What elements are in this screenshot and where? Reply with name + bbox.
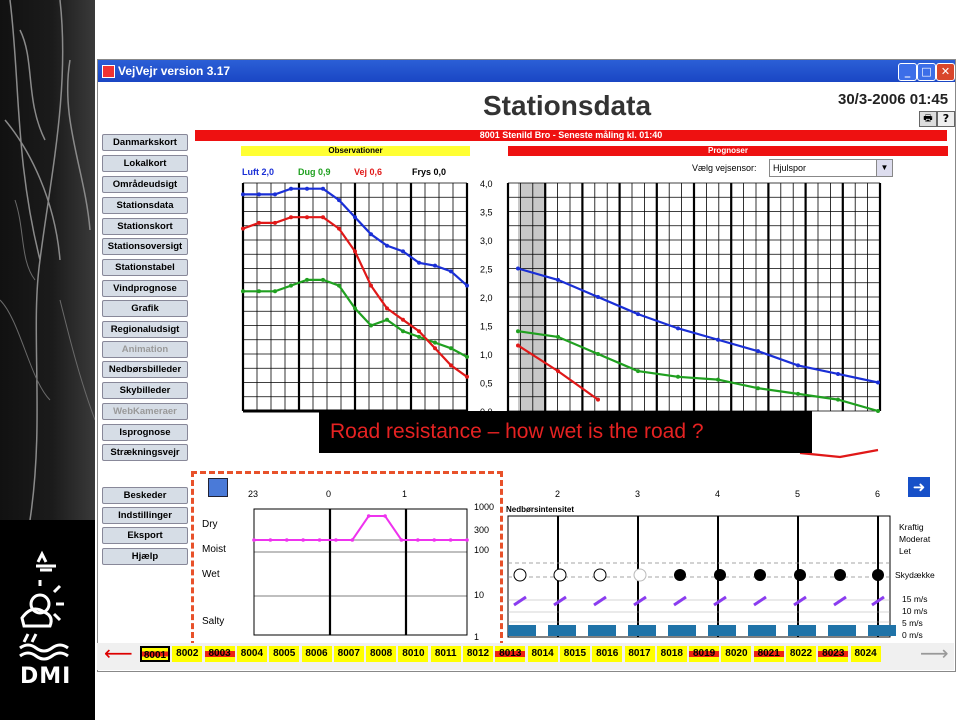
- station-button-8008[interactable]: 8008: [366, 646, 396, 662]
- obs-luft-point: [305, 187, 309, 191]
- maximize-button[interactable]: □: [917, 63, 936, 81]
- fc-dug-point: [516, 329, 520, 333]
- precip-ytick: 1000: [474, 502, 495, 512]
- y-tick-label: 3,5: [480, 207, 493, 218]
- obs-luft-point: [417, 261, 421, 265]
- forecast-hour-label: 2: [555, 489, 561, 499]
- station-button-8020[interactable]: 8020: [721, 646, 751, 662]
- fc-luft-point: [796, 363, 800, 367]
- prev-station-arrow-icon[interactable]: ⟵: [104, 641, 133, 665]
- station-button-8005[interactable]: 8005: [269, 646, 299, 662]
- cloud-symbol: [834, 569, 846, 581]
- precip-bar: [788, 625, 816, 636]
- fc-dug-point: [676, 375, 680, 379]
- station-button-8021[interactable]: 8021: [754, 646, 784, 662]
- y-tick-label: 0,5: [480, 378, 493, 389]
- nav-hjaelp[interactable]: Hjælp: [102, 548, 188, 565]
- obs-luft-point: [273, 192, 277, 196]
- fc-dug-point: [796, 392, 800, 396]
- precip-bar: [548, 625, 576, 636]
- station-button-8022[interactable]: 8022: [786, 646, 816, 662]
- road-state-label: Wet: [202, 569, 220, 580]
- obs-luft-point: [337, 198, 341, 202]
- y-tick-label: 3,0: [480, 236, 493, 246]
- station-button-8011[interactable]: 8011: [431, 646, 461, 662]
- road-state-label: Moist: [202, 544, 226, 555]
- obs-luft-point: [401, 249, 405, 253]
- precip-ytick: 1: [474, 632, 480, 642]
- forecast-hour-label: 5: [795, 489, 801, 499]
- obs-dug-point: [353, 306, 357, 310]
- station-button-8002[interactable]: 8002: [172, 646, 202, 662]
- intensity-label: Kraftig: [899, 522, 924, 532]
- obs-dug-point: [257, 289, 261, 293]
- obs-dug-point: [465, 355, 469, 359]
- station-button-8004[interactable]: 8004: [237, 646, 267, 662]
- nav-isprognose[interactable]: Isprognose: [102, 424, 188, 441]
- obs-dug-point: [449, 346, 453, 350]
- nav-omraadeudsigt[interactable]: Områdeudsigt: [102, 176, 188, 193]
- intensity-label: Let: [899, 546, 911, 556]
- obs-hour-label: 1: [402, 489, 408, 499]
- nav-beskeder[interactable]: Beskeder: [102, 487, 188, 504]
- obs-vej-point: [433, 346, 437, 350]
- obs-luft-point: [449, 269, 453, 273]
- precip-bar: [588, 625, 616, 636]
- station-button-8014[interactable]: 8014: [528, 646, 558, 662]
- obs-vej-point: [273, 221, 277, 225]
- obs-dug-point: [433, 341, 437, 345]
- station-button-8007[interactable]: 8007: [334, 646, 364, 662]
- station-button-8003[interactable]: 8003: [205, 646, 235, 662]
- precip-bar: [628, 625, 656, 636]
- highlight-frame: [191, 471, 503, 647]
- obs-vej-point: [305, 215, 309, 219]
- nav-straekningsvejr[interactable]: Strækningsvejr: [102, 444, 188, 461]
- forecast-hour-label: 3: [635, 489, 641, 499]
- station-button-8012[interactable]: 8012: [463, 646, 493, 662]
- station-button-8010[interactable]: 8010: [398, 646, 428, 662]
- help-icon[interactable]: ?: [937, 111, 955, 127]
- legend-luft: Luft 2,0: [242, 167, 275, 177]
- station-button-8001[interactable]: 8001: [140, 646, 170, 662]
- wind-label: 5 m/s: [902, 618, 923, 628]
- precip-ytick: 300: [474, 525, 490, 535]
- cloud-symbol: [554, 569, 566, 581]
- obs-vej-point: [289, 215, 293, 219]
- fc-dug-point: [556, 335, 560, 339]
- obs-vej-point: [449, 363, 453, 367]
- nav-webkameraer[interactable]: WebKameraer: [102, 403, 188, 420]
- fc-luft-point: [876, 381, 880, 385]
- chevron-down-icon[interactable]: ▼: [876, 160, 892, 176]
- observations-header: Observationer: [241, 146, 470, 156]
- intensity-label: Moderat: [899, 534, 931, 544]
- window-title: VejVejr version 3.17: [118, 64, 231, 78]
- sensor-value: Hjulspor: [773, 163, 807, 173]
- nav-indstillinger[interactable]: Indstillinger: [102, 507, 188, 524]
- fc-vej-point: [556, 369, 560, 373]
- fc-luft-point: [636, 312, 640, 316]
- nav-stationsdata[interactable]: Stationsdata: [102, 197, 188, 214]
- page-title: Stationsdata: [483, 90, 652, 121]
- close-button[interactable]: ✕: [936, 63, 955, 81]
- nav-eksport[interactable]: Eksport: [102, 527, 188, 544]
- obs-dug-point: [417, 335, 421, 339]
- fc-luft-point: [756, 349, 760, 353]
- cloud-symbol: [872, 569, 884, 581]
- obs-dug-point: [337, 284, 341, 288]
- precip-bar: [708, 625, 736, 636]
- next-station-arrow-icon[interactable]: ⟶: [920, 641, 949, 665]
- minimize-button[interactable]: _: [898, 63, 917, 81]
- obs-dug-point: [289, 284, 293, 288]
- obs-luft-point: [289, 187, 293, 191]
- precip-title: Nedbørsintensitet: [506, 505, 575, 514]
- station-button-8024[interactable]: 8024: [851, 646, 881, 662]
- datetime: 30/3-2006 01:45: [838, 91, 949, 108]
- nav-nedboersbilleder[interactable]: Nedbørsbilleder: [102, 361, 188, 378]
- fc-vej-point: [516, 343, 520, 347]
- y-tick-label: 1,0: [480, 350, 493, 360]
- road-state-label: Dry: [202, 519, 218, 530]
- obs-dug-point: [273, 289, 277, 293]
- nav-animation[interactable]: Animation: [102, 341, 188, 358]
- obs-dug-point: [369, 324, 373, 328]
- obs-luft-point: [465, 284, 469, 288]
- obs-vej-point: [385, 306, 389, 310]
- fc-luft-point: [676, 326, 680, 330]
- fc-dug-point: [836, 398, 840, 402]
- obs-vej-point: [241, 227, 245, 231]
- precip-bar: [748, 625, 776, 636]
- legend-vej: Vej 0,6: [354, 167, 383, 177]
- fc-luft-point: [716, 338, 720, 342]
- cloud-symbol: [794, 569, 806, 581]
- station-button-8019[interactable]: 8019: [689, 646, 719, 662]
- y-tick-label: 2,5: [480, 264, 493, 275]
- precip-bar: [828, 625, 856, 636]
- forecast-hour-label: 6: [875, 489, 881, 499]
- precip-legend-icon[interactable]: [208, 478, 228, 497]
- precip-bar: [508, 625, 536, 636]
- nav-stationsoversigt[interactable]: Stationsoversigt: [102, 238, 188, 255]
- station-button-8023[interactable]: 8023: [818, 646, 848, 662]
- obs-vej-point: [401, 318, 405, 322]
- wind-label: 10 m/s: [902, 606, 928, 616]
- fc-dug-point: [716, 378, 720, 382]
- legend-frys: Frys 0,0: [412, 167, 447, 177]
- obs-luft-point: [353, 215, 357, 219]
- obs-luft-point: [433, 264, 437, 268]
- nav-vindprognose[interactable]: Vindprognose: [102, 280, 188, 297]
- forecast-hour-label: 4: [715, 489, 721, 499]
- fc-dug-point: [756, 386, 760, 390]
- nav-grafik[interactable]: Grafik: [102, 300, 188, 317]
- obs-dug-point: [305, 278, 309, 282]
- precip-bar: [668, 625, 696, 636]
- nav-stationstabel[interactable]: Stationstabel: [102, 259, 188, 276]
- obs-vej-point: [417, 329, 421, 333]
- y-tick-label: 2,0: [480, 293, 493, 303]
- forecast-header: Prognoser: [508, 146, 948, 156]
- fc-luft-point: [836, 372, 840, 376]
- station-button-8015[interactable]: 8015: [560, 646, 590, 662]
- precip-bar: [868, 625, 896, 636]
- fc-dug-point: [596, 352, 600, 356]
- fc-luft-point: [516, 267, 520, 271]
- cloud-label: Skydække: [895, 570, 935, 580]
- station-button-8016[interactable]: 8016: [592, 646, 622, 662]
- obs-vej-point: [321, 215, 325, 219]
- sensor-label: Vælg vejsensor:: [692, 163, 757, 173]
- precip-ytick: 100: [474, 545, 490, 555]
- fc-luft-point: [556, 278, 560, 282]
- cloud-symbol: [674, 569, 686, 581]
- obs-luft-point: [385, 244, 389, 248]
- road-state-label: Salty: [202, 616, 225, 627]
- obs-vej-point: [337, 227, 341, 231]
- obs-vej-point: [257, 221, 261, 225]
- obs-luft-point: [257, 192, 261, 196]
- station-button-8006[interactable]: 8006: [302, 646, 332, 662]
- obs-vej-point: [353, 249, 357, 253]
- station-banner: 8001 Stenild Bro - Seneste måling kl. 01:40: [195, 130, 947, 141]
- obs-vej-point: [369, 284, 373, 288]
- overlay-caption: Road resistance – how wet is the road ?: [319, 411, 812, 453]
- obs-dug-point: [321, 278, 325, 282]
- y-tick-label: 4,0: [480, 179, 493, 189]
- nav-skybilleder[interactable]: Skybilleder: [102, 382, 188, 399]
- nav-regionaludsigt[interactable]: Regionaludsigt: [102, 321, 188, 338]
- obs-dug-point: [401, 329, 405, 333]
- cloud-symbol: [754, 569, 766, 581]
- cloud-symbol: [514, 569, 526, 581]
- obs-dug-point: [385, 318, 389, 322]
- cloud-symbol: [594, 569, 606, 581]
- y-tick-label: 1,5: [480, 321, 493, 332]
- print-icon[interactable]: 🖶: [919, 111, 937, 127]
- obs-dug-point: [241, 289, 245, 293]
- fc-dug-point: [876, 409, 880, 413]
- station-button-8013[interactable]: 8013: [495, 646, 525, 662]
- cloud-symbol: [634, 569, 646, 581]
- fc-vej-point: [596, 398, 600, 402]
- obs-luft-point: [369, 232, 373, 236]
- fc-luft-point: [596, 295, 600, 299]
- wind-label: 0 m/s: [902, 630, 923, 640]
- obs-luft-point: [321, 187, 325, 191]
- fc-dug-point: [636, 369, 640, 373]
- station-button-8017[interactable]: 8017: [625, 646, 655, 662]
- obs-luft-point: [241, 192, 245, 196]
- obs-hour-label: 0: [326, 489, 332, 499]
- cloud-symbol: [714, 569, 726, 581]
- forward-arrow-icon[interactable]: ➜: [908, 477, 930, 497]
- obs-hour-label: 23: [248, 489, 259, 499]
- nav-stationskort[interactable]: Stationskort: [102, 218, 188, 235]
- precip-ytick: 10: [474, 590, 485, 600]
- nav-lokalkort[interactable]: Lokalkort: [102, 155, 188, 172]
- station-button-8018[interactable]: 8018: [657, 646, 687, 662]
- legend-dug: Dug 0,9: [298, 167, 331, 177]
- wind-label: 15 m/s: [902, 594, 928, 604]
- dmi-wordmark: DMI: [20, 664, 72, 689]
- obs-vej-point: [465, 375, 469, 379]
- nav-danmarkskort[interactable]: Danmarkskort: [102, 134, 188, 151]
